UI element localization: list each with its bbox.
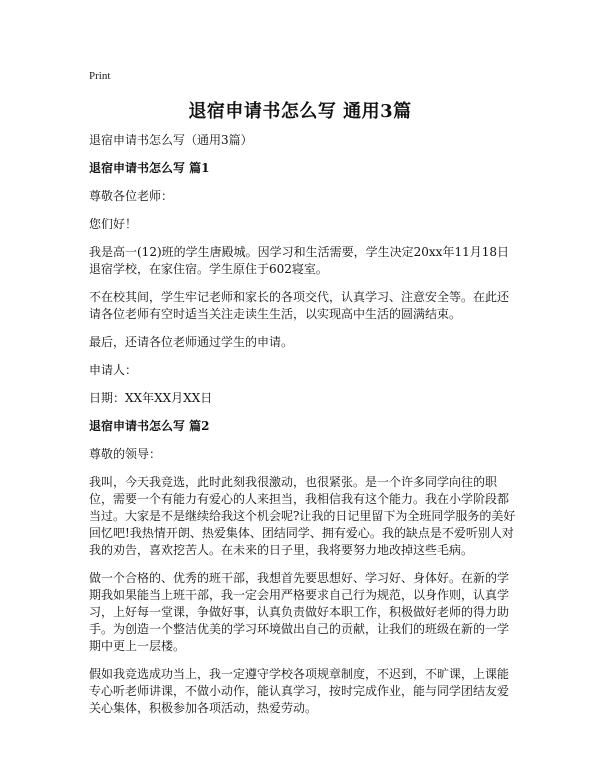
section1-heading: 退宿申请书怎么写 篇1 [89, 161, 210, 175]
section2-salutation: 尊敬的领导： [89, 447, 162, 461]
section1-applicant: 申请人： [89, 363, 138, 377]
section1-greeting: 您们好！ [89, 217, 138, 231]
print-label: Print [89, 70, 111, 82]
section2-paragraph: 做一个合格的、优秀的班干部，我想首先要思想好、学习好、身体好。在新的学期我如果能当上班干部，我一定会用严格要求自己行为规范，以身作则，认真学习，上好每一堂课，争做好事，认真负责做好本职工作，积极做好老师的得力助手。为创造一个整洁优美的学习环境做出自己的贡献，让我们的班级在新的一学期中更上一层楼。 [89, 571, 510, 653]
section1-salutation: 尊敬各位老师： [89, 189, 174, 203]
document-title: 退宿申请书怎么写 通用3篇 [188, 101, 412, 122]
section2-heading: 退宿申请书怎么写 篇2 [89, 419, 210, 433]
document-body [89, 132, 519, 725]
section2-paragraph: 假如我竞选成功当上，我一定遵守学校各项规章制度，不迟到，不旷课，上课能专心听老师讲课，不做小动作，能认真学习，按时完成作业，能与同学团结友爱 关心集体，积极参加各项活动，热爱劳动。 [89, 667, 510, 715]
section1-date: 日期：XX年XX月XX日 [89, 391, 213, 405]
section1-paragraph: 不在校其间，学生牢记老师和家长的各项交代，认真学习、注意安全等。在此还请各位老师有空时适当关注走读生生活，以实现高中生活的圆满结束。 [89, 290, 510, 321]
document-subtitle: 退宿申请书怎么写（通用3篇） [89, 133, 253, 147]
section1-paragraph: 最后，还请各位老师通过学生的申请。 [89, 335, 294, 349]
section2-paragraph: 我叫，今天我竞选，此时此刻我很激动，也很紧张。是一个许多同学向往的职位，需要一个有能力有爱心的人来担当，我相信我有这个能力。我在小学阶段都当过。大家是不是继续给我这个机会呢?让我的日记里留下为全班同学服务的美好回忆吧!我热情开朗、热爱集体、团结同学、拥有爱心。我的缺点是不爱听别人对我的劝告，喜欢挖苦人。在未来的日子里，我将要努力地改掉这些毛病。 [89, 475, 516, 557]
section1-paragraph: 我是高一(12)班的学生唐殿城。因学习和生活需要，学生决定20xx年11月18日退宿学校，在家住宿。学生原住于602寝室。 [89, 245, 509, 276]
